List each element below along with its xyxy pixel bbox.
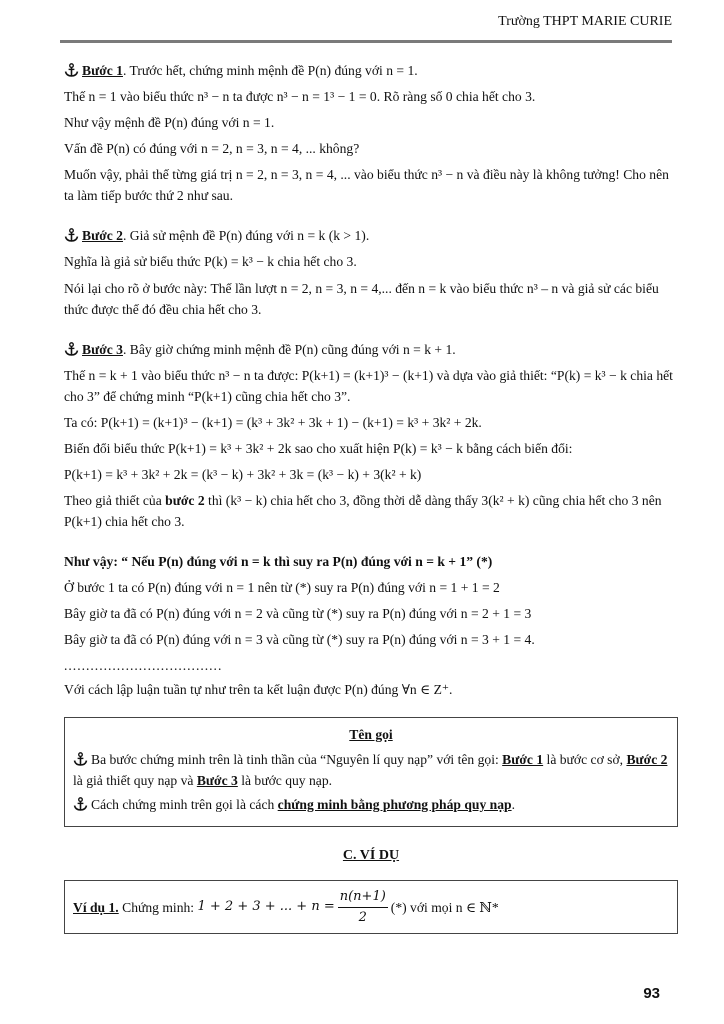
step3-line5: P(k+1) = k³ + 3k² + 2k = (k³ − k) + 3k² + 3k = (k³ − k) + 3(k² + k) <box>64 466 422 482</box>
dotted-separator: .................................... <box>64 658 223 674</box>
header-divider <box>60 40 672 43</box>
example1-lead: Chứng minh: <box>122 899 195 915</box>
step3-line6: Theo giả thiết của bước 2 thì (k³ − k) chia hết cho 3, đồng thời dễ dàng thấy 3(k² + k) cũng chia hết cho 3 nên P(k+1) chia hết cho 3. <box>64 493 662 530</box>
header-school: Trường THPT MARIE CURIE <box>498 14 672 29</box>
step1-line5: Muốn vậy, phải thế từng giá trị n = 2, n = 3, n = 4, ... vào biểu thức n³ − n và điều này là không tưởng! Cho nên ta làm tiếp bước thứ 2 như sau. <box>64 167 669 204</box>
step1-line4: Vấn đề P(n) có đúng với n = 2, n = 3, n = 4, ... không? <box>64 141 360 157</box>
step1-line2: Thế n = 1 vào biểu thức n³ − n ta được n³ − n = 1³ − 1 = 0. Rõ ràng số 0 chia hết cho 3. <box>64 89 536 105</box>
step2-text: . Giả sử mệnh đề P(n) đúng với n = k (k > 1). <box>122 228 370 244</box>
conclusion-line2: Ở bước 1 ta có P(n) đúng với n = 1 nên từ (*) suy ra P(n) đúng với n = 1 + 1 = 2 <box>64 580 500 596</box>
step3-line2: Thế n = k + 1 vào biểu thức n³ − n ta được: P(k+1) = (k+1)³ − (k+1) và dựa vào giả thiết: “P(k) = k³ − k chia hết cho 3” để chứng minh “P(k+1) cũng chia hết cho 3”. <box>64 367 673 404</box>
anchor-icon <box>73 752 88 766</box>
conclusion-line3: Bây giờ ta đã có P(n) đúng với n = 2 và cũng từ (*) suy ra P(n) đúng với n = 2 + 1 = 3 <box>64 606 532 622</box>
anchor-icon <box>73 797 88 811</box>
step2-line2: Nghĩa là giả sử biểu thức P(k) = k³ − k chia hết cho 3. <box>64 254 357 270</box>
step2-ref: bước 2 <box>165 493 205 508</box>
step3-line1 <box>64 339 678 360</box>
ten-goi-para2: Cách chứng minh trên gọi là cách chứng minh bằng phương pháp quy nạp. <box>73 794 669 815</box>
ten-goi-box <box>64 717 678 827</box>
section-c-title: C. VÍ DỤ <box>342 847 400 863</box>
anchor-icon <box>64 342 79 356</box>
anchor-icon <box>64 63 79 77</box>
step3-text: . Bây giờ chứng minh mệnh đề P(n) cũng đúng với n = k + 1. <box>122 341 456 357</box>
example1-tail: (*) với mọi n ∈ ℕ* <box>390 899 499 915</box>
example1-lhs: 1 + 2 + 3 + ... + n = <box>197 899 335 915</box>
step2-line3: Nói lại cho rõ ở bước này: Thế lần lượt n = 2, n = 3, n = 4,... đến n = k vào biểu thức n³ – n và giả sử các biểu thức được thế đó đều chia hết cho 3. <box>64 280 659 317</box>
step1-text: . Trước hết, chứng minh mệnh đề P(n) đúng với n = 1. <box>122 63 418 78</box>
page-number: 93 <box>643 985 660 1002</box>
conclusion-line4: Bây giờ ta đã có P(n) đúng với n = 3 và cũng từ (*) suy ra P(n) đúng với n = 3 + 1 = 4. <box>64 632 535 648</box>
step1-line3: Như vậy mệnh đề P(n) đúng với n = 1. <box>64 115 275 131</box>
conclusion-line1: Như vậy: “ Nếu P(n) đúng với n = k thì suy ra P(n) đúng với n = k + 1” (*) <box>64 554 493 570</box>
step1-line1 <box>64 60 678 81</box>
ten-goi-title: Tên gọi <box>349 726 393 742</box>
example1-label: Ví dụ 1. <box>73 899 119 915</box>
step3-line3: Ta có: P(k+1) = (k+1)³ − (k+1) = (k³ + 3k² + 3k + 1) − (k+1) = k³ + 3k² + 2k. <box>64 414 482 430</box>
conclusion-line5: Với cách lập luận tuần tự như trên ta kết luận được P(n) đúng ∀n ∈ Z⁺. <box>64 682 453 698</box>
step3-label: Bước 3 <box>82 341 123 357</box>
anchor-icon <box>64 228 79 242</box>
example1-box <box>64 880 678 934</box>
step1-label: Bước 1 <box>82 63 123 78</box>
step2-label: Bước 2 <box>82 228 123 244</box>
content <box>64 60 678 934</box>
step2-line1 <box>64 225 678 246</box>
ten-goi-para1: Ba bước chứng minh trên là tinh thần của “Nguyên lí quy nạp” với tên gọi: Bước 1 là bước cơ sở, Bước 2 là giả thiết quy nạp và Bước 3 là bước quy nạp. <box>73 751 668 788</box>
example1-fraction: $\frac{n(n+1)}{2}$ <box>339 888 386 925</box>
step3-line4: Biến đổi biểu thức P(k+1) = k³ + 3k² + 2k sao cho xuất hiện P(k) = k³ − k bằng cách biến đổi: <box>64 440 573 456</box>
